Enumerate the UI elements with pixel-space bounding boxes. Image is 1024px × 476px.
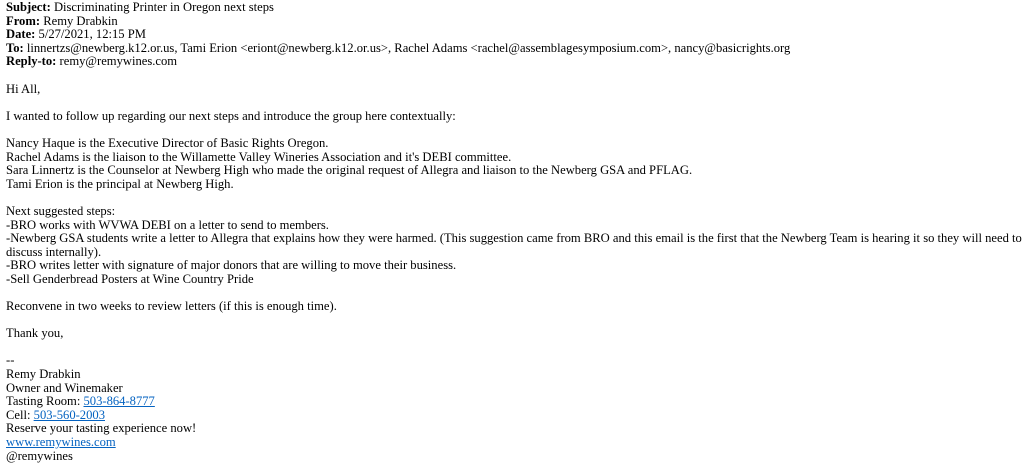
cell-phone-link[interactable]: 503-560-2003 xyxy=(33,407,105,422)
tasting-room-line xyxy=(6,395,1022,409)
closing: Thank you, xyxy=(6,326,64,341)
reconvene-paragraph: Reconvene in two weeks to review letters (if this is enough time). xyxy=(6,299,337,314)
signature-name: Remy Drabkin xyxy=(6,367,81,382)
signature-separator: -- xyxy=(6,353,15,368)
step-item: -Sell Genderbread Posters at Wine Country Pride xyxy=(6,271,254,286)
subject-text: Discriminating Printer in Oregon next steps xyxy=(53,0,274,14)
website-link[interactable]: www.remywines.com xyxy=(6,435,116,449)
step-item: -BRO works with WVWA DEBI on a letter to send to members. xyxy=(6,217,329,232)
reply-to-label: Reply-to: xyxy=(6,54,57,69)
intro-paragraph: I wanted to follow up regarding our next steps and introduce the group here contextually: xyxy=(6,108,456,123)
person-line: Tami Erion is the principal at Newberg High. xyxy=(6,176,234,191)
social-handle: @remywines xyxy=(6,448,73,463)
to-text: linnertzs@newberg.k12.or.us, Tami Erion <eriont@newberg.k12.or.us>, Rachel Adams <rachel@assemblagesymposium.com>, nancy@basicrights.org xyxy=(26,40,791,55)
website-line xyxy=(6,436,1022,450)
to-label: To: xyxy=(6,40,24,55)
steps-heading: Next suggested steps: xyxy=(6,203,116,218)
subject-line xyxy=(6,1,1022,15)
step-item: -Newberg GSA students write a letter to Allegra that explains how they were harmed. (This suggestion came from BRO and this email is the first that the Newberg Team is hearing it so they will need to discuss internally). xyxy=(6,231,1022,259)
signature-title: Owner and Winemaker xyxy=(6,380,123,395)
person-line: Rachel Adams is the liaison to the Willamette Valley Wineries Association and it's DEBI committee. xyxy=(6,149,512,164)
tasting-room-label: Tasting Room: xyxy=(6,394,84,409)
step-item: -BRO writes letter with signature of major donors that are willing to move their business. xyxy=(6,258,457,273)
reserve-line: Reserve your tasting experience now! xyxy=(6,421,197,436)
reply-to-line xyxy=(6,55,1022,69)
greeting: Hi All, xyxy=(6,81,41,96)
person-line: Nancy Haque is the Executive Director of Basic Rights Oregon. xyxy=(6,135,329,150)
from-line xyxy=(6,15,1022,29)
person-line: Sara Linnertz is the Counselor at Newberg High who made the original request of Allegra and liaison to the Newberg GSA and PFLAG. xyxy=(6,163,693,178)
from-label: From: xyxy=(6,13,41,28)
date-text: 5/27/2021, 12:15 PM xyxy=(38,27,146,42)
email-message xyxy=(6,1,1022,463)
subject-label: Subject: xyxy=(6,0,51,14)
cell-line xyxy=(6,409,1022,423)
reply-to-text: remy@remywines.com xyxy=(59,54,178,69)
date-line xyxy=(6,28,1022,42)
date-label: Date: xyxy=(6,27,36,42)
tasting-room-phone-link[interactable]: 503-864-8777 xyxy=(83,394,155,409)
from-text: Remy Drabkin xyxy=(43,13,118,28)
cell-label: Cell: xyxy=(6,407,34,422)
to-line xyxy=(6,42,1022,56)
